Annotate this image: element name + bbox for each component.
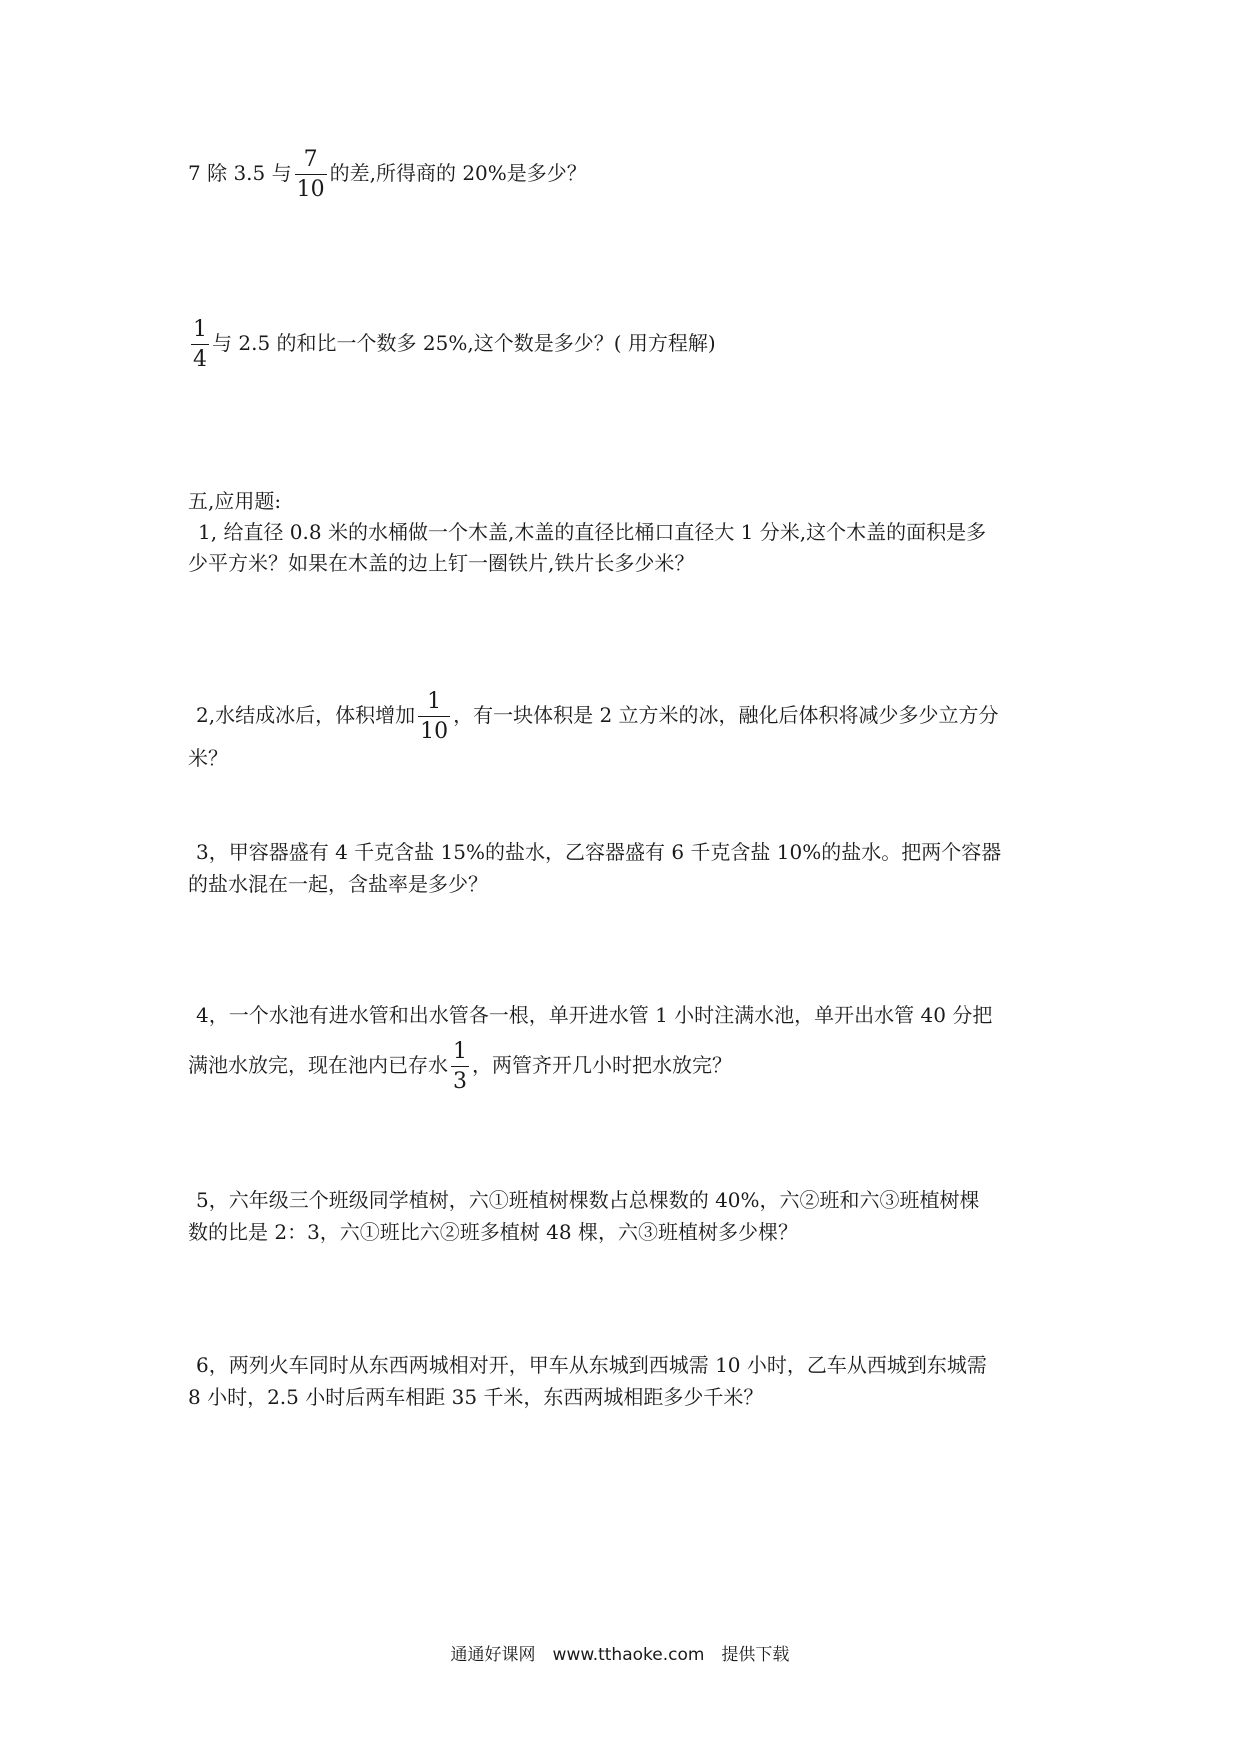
question-division-text-2: 的差,所得商的 20%是多少？ <box>329 161 587 186</box>
app-question-6-line-1: 6，两列火车同时从东西两城相对开，甲车从东城到西城需 10 小时，乙车从西城到东城需 <box>196 1353 987 1377</box>
fraction-denominator: 10 <box>296 177 325 203</box>
app-question-2-text-2: ，有一块体积是 2 立方米的冰，融化后体积将减少多少立方分 <box>453 703 999 728</box>
app-question-6-line-2: 8 小时，2.5 小时后两车相距 35 千米，东西两城相距多少千米？ <box>188 1385 764 1409</box>
fraction-1-10 <box>418 690 450 743</box>
app-question-5-line-2: 数的比是 2：3，六①班比六②班多植树 48 棵，六③班植树多少棵？ <box>188 1220 798 1244</box>
fraction-denominator: 10 <box>420 719 449 745</box>
section-title: 五,应用题: <box>188 489 282 513</box>
fraction-1-4 <box>191 318 209 371</box>
footer-credit: 通通好课网 www.tthaoke.com 提供下载 <box>450 1645 790 1665</box>
fraction-numerator: 1 <box>418 690 450 717</box>
fraction-numerator: 7 <box>295 148 327 175</box>
app-question-4-text-2: ，两管齐开几小时把水放完？ <box>472 1053 732 1078</box>
app-question-2-text-1: 2,水结成冰后，体积增加 <box>196 703 416 728</box>
question-equation-text: 与 2.5 的和比一个数多 25%,这个数是多少？( 用方程解) <box>212 331 716 356</box>
app-question-1-line-1: 1, 给直径 0.8 米的水桶做一个木盖,木盖的直径比桶口直径大 1 分米,这个木盖的面积是多 <box>198 520 987 544</box>
fraction-denominator: 3 <box>453 1069 467 1095</box>
app-question-2-line-2: 米？ <box>188 746 228 770</box>
app-question-3-line-2: 的盐水混在一起，含盐率是多少？ <box>188 872 488 896</box>
fraction-denominator: 4 <box>193 347 207 373</box>
app-question-5-line-1: 5，六年级三个班级同学植树，六①班植树棵数占总棵数的 40%，六②班和六③班植树棵 <box>196 1188 980 1212</box>
app-question-4-line-2 <box>188 1040 732 1093</box>
question-equation <box>188 318 716 371</box>
app-question-2-line-1 <box>196 690 999 743</box>
fraction-1-3 <box>451 1040 469 1093</box>
app-question-1-line-2: 少平方米？如果在木盖的边上钉一圈铁片,铁片长多少米？ <box>188 551 695 575</box>
fraction-numerator: 1 <box>451 1040 469 1067</box>
fraction-numerator: 1 <box>191 318 209 345</box>
app-question-4-text-1: 满池水放完，现在池内已存水 <box>188 1053 448 1078</box>
question-division <box>188 148 587 201</box>
fraction-7-10 <box>295 148 327 201</box>
app-question-4-line-1: 4，一个水池有进水管和出水管各一根，单开进水管 1 小时注满水池，单开出水管 40 分把 <box>196 1003 993 1027</box>
app-question-3-line-1: 3，甲容器盛有 4 千克含盐 15%的盐水，乙容器盛有 6 千克含盐 10%的盐水。把两个容器 <box>196 840 1002 864</box>
question-division-text-1: 7 除 3.5 与 <box>188 161 292 186</box>
